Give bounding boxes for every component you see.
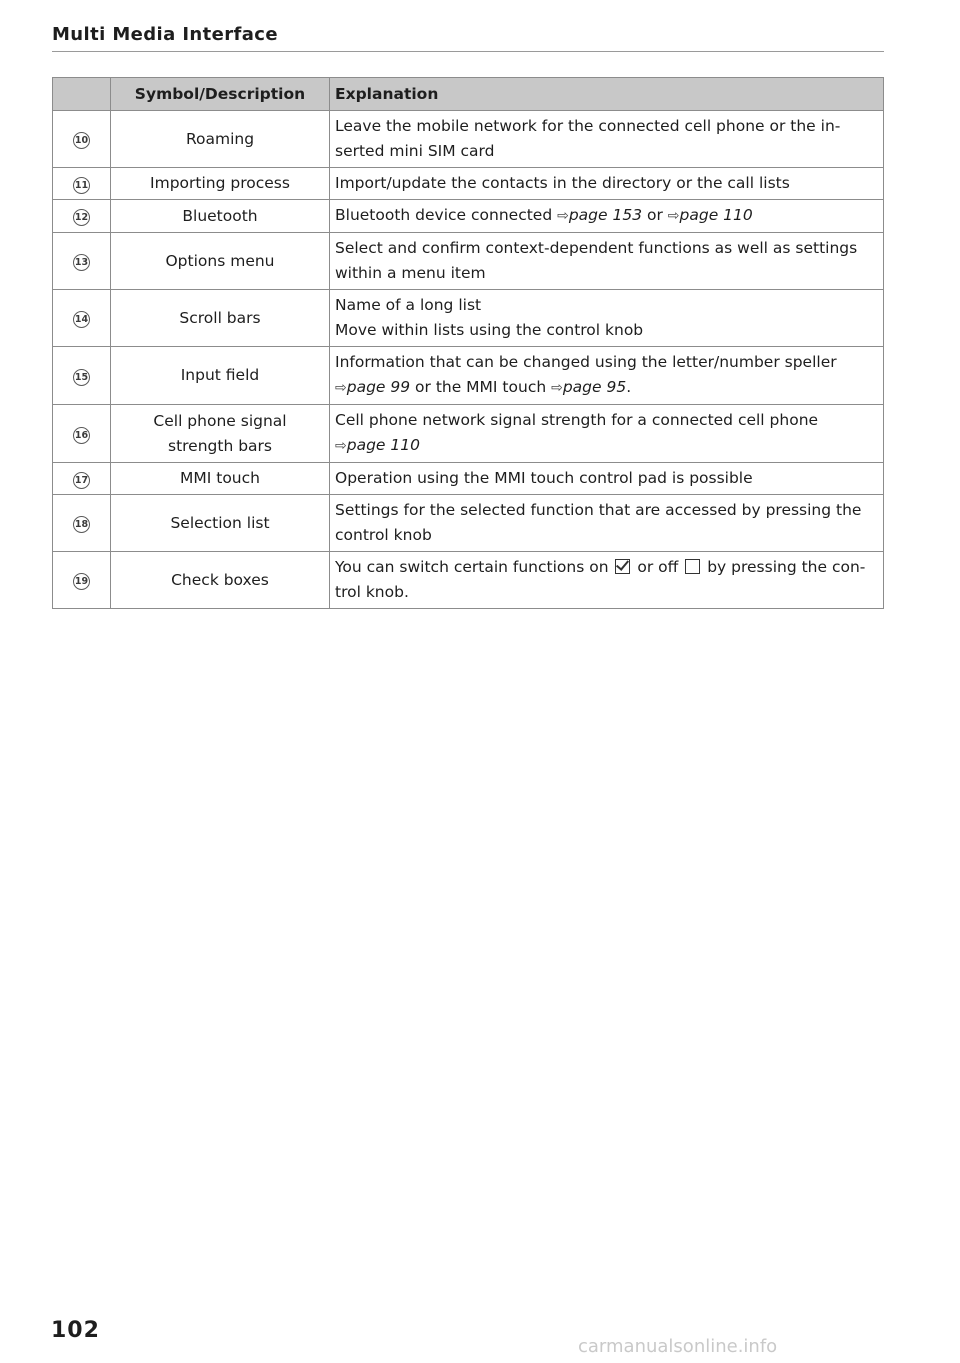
callout-number: 14 bbox=[73, 311, 90, 328]
page-header bbox=[52, 24, 884, 45]
row-number-cell bbox=[53, 111, 111, 168]
explanation-cell bbox=[330, 495, 884, 552]
callout-number: 12 bbox=[73, 209, 90, 226]
explanation-text: Cell phone network signal strength for a connected cell phone bbox=[335, 411, 819, 429]
explanation-cell bbox=[330, 168, 884, 200]
symbol-description-cell bbox=[111, 233, 330, 290]
symbol-description-cell bbox=[111, 405, 330, 463]
explanation-cell bbox=[330, 463, 884, 495]
explanation-text: or the MMI touch bbox=[410, 378, 552, 396]
symbol-description-cell bbox=[111, 347, 330, 405]
symbol-description: MMI touch bbox=[180, 469, 260, 487]
row-number-cell bbox=[53, 168, 111, 200]
row-number-cell bbox=[53, 233, 111, 290]
explanation-text: Operation using the MMI touch control pad is possible bbox=[335, 469, 753, 487]
page-reference-link[interactable]: page 95 bbox=[562, 378, 627, 396]
page-reference-arrow-icon: ⇨ bbox=[335, 380, 347, 396]
page-reference-arrow-icon: ⇨ bbox=[667, 208, 680, 224]
table-row bbox=[53, 405, 884, 463]
explanation-text: serted mini SIM card bbox=[335, 142, 495, 160]
watermark: carmanualsonline.info bbox=[578, 1336, 778, 1357]
row-number-cell bbox=[53, 290, 111, 347]
explanation-text: Move within lists using the control knob bbox=[335, 321, 644, 339]
explanation-text: Settings for the selected function that are accessed by pressing the bbox=[335, 501, 862, 519]
table-row bbox=[53, 233, 884, 290]
symbol-description-cell bbox=[111, 290, 330, 347]
callout-number: 10 bbox=[73, 132, 90, 149]
column-header-symbol: Symbol/Description bbox=[111, 78, 330, 111]
table-row bbox=[53, 552, 884, 609]
explanation-text: Bluetooth device connected bbox=[335, 206, 558, 224]
row-number-cell bbox=[53, 463, 111, 495]
page-reference-arrow-icon: ⇨ bbox=[557, 208, 569, 224]
table-row bbox=[53, 495, 884, 552]
explanation-text: Name of a long list bbox=[335, 296, 482, 314]
table-body bbox=[53, 111, 884, 609]
explanation-text: or off bbox=[632, 558, 684, 576]
table-header-row bbox=[53, 78, 884, 111]
symbol-description-cell bbox=[111, 200, 330, 233]
row-number-cell bbox=[53, 200, 111, 233]
row-number-cell bbox=[53, 552, 111, 609]
page-reference-link[interactable]: page 99 bbox=[346, 378, 411, 396]
explanation-text: by pressing the con- bbox=[702, 558, 866, 576]
callout-number: 17 bbox=[73, 472, 90, 489]
table-row bbox=[53, 347, 884, 405]
page-reference-link[interactable]: page 110 bbox=[679, 206, 753, 224]
explanation-text: You can switch certain functions on bbox=[335, 558, 614, 576]
symbol-description-cell bbox=[111, 552, 330, 609]
callout-number: 15 bbox=[73, 369, 90, 386]
explanation-cell bbox=[330, 290, 884, 347]
table-row bbox=[53, 290, 884, 347]
column-header-explanation: Explanation bbox=[330, 78, 884, 111]
page-reference-arrow-icon: ⇨ bbox=[335, 438, 347, 454]
symbol-description: Selection list bbox=[170, 513, 270, 532]
symbol-description: Importing process bbox=[150, 174, 290, 192]
explanation-text: control knob bbox=[335, 526, 432, 544]
row-number-cell bbox=[53, 347, 111, 405]
explanation-text: trol knob. bbox=[335, 583, 409, 601]
symbol-description: Cell phone signal strength bars bbox=[153, 411, 287, 455]
explanation-text: within a menu item bbox=[335, 264, 486, 282]
header-rule bbox=[52, 51, 884, 52]
page-reference-link[interactable]: page 110 bbox=[346, 436, 420, 454]
symbol-description: Bluetooth bbox=[182, 206, 258, 225]
explanation-text: or bbox=[642, 206, 668, 224]
symbol-description-cell bbox=[111, 111, 330, 168]
symbol-description-cell bbox=[111, 463, 330, 495]
symbol-description: Input field bbox=[180, 366, 260, 384]
page-number: 102 bbox=[51, 1318, 100, 1343]
row-number-cell bbox=[53, 495, 111, 552]
symbol-description: Roaming bbox=[185, 129, 255, 148]
callout-number: 16 bbox=[73, 427, 90, 444]
callout-number: 18 bbox=[73, 516, 90, 533]
checkbox-checked-icon bbox=[615, 559, 630, 574]
explanation-cell bbox=[330, 200, 884, 233]
symbol-table bbox=[52, 77, 884, 609]
symbol-description: Scroll bars bbox=[179, 308, 261, 327]
callout-number: 19 bbox=[73, 573, 90, 590]
explanation-cell bbox=[330, 405, 884, 463]
row-number-cell bbox=[53, 405, 111, 463]
callout-number: 11 bbox=[73, 177, 90, 194]
symbol-description-cell bbox=[111, 168, 330, 200]
explanation-cell bbox=[330, 347, 884, 405]
table-row bbox=[53, 200, 884, 233]
explanation-cell bbox=[330, 233, 884, 290]
page-reference-link[interactable]: page 153 bbox=[568, 206, 643, 224]
table-row bbox=[53, 111, 884, 168]
symbol-description-cell bbox=[111, 495, 330, 552]
explanation-cell bbox=[330, 111, 884, 168]
symbol-description: Options menu bbox=[165, 251, 275, 270]
explanation-text: Select and confirm context-dependent functions as well as settings bbox=[335, 239, 858, 257]
table-row bbox=[53, 168, 884, 200]
callout-number: 13 bbox=[73, 254, 90, 271]
page-reference-arrow-icon: ⇨ bbox=[551, 380, 563, 396]
explanation-text: Information that can be changed using the letter/number speller bbox=[335, 353, 837, 371]
symbol-description: Check boxes bbox=[171, 570, 269, 589]
explanation-cell bbox=[330, 552, 884, 609]
column-header-number bbox=[53, 78, 111, 111]
explanation-text: Import/update the contacts in the directory or the call lists bbox=[335, 174, 790, 192]
explanation-text: . bbox=[626, 378, 632, 396]
checkbox-empty-icon bbox=[685, 559, 700, 574]
table-row bbox=[53, 463, 884, 495]
explanation-text: Leave the mobile network for the connected cell phone or the in- bbox=[335, 117, 841, 135]
section-title: Multi Media Interface bbox=[52, 24, 278, 45]
